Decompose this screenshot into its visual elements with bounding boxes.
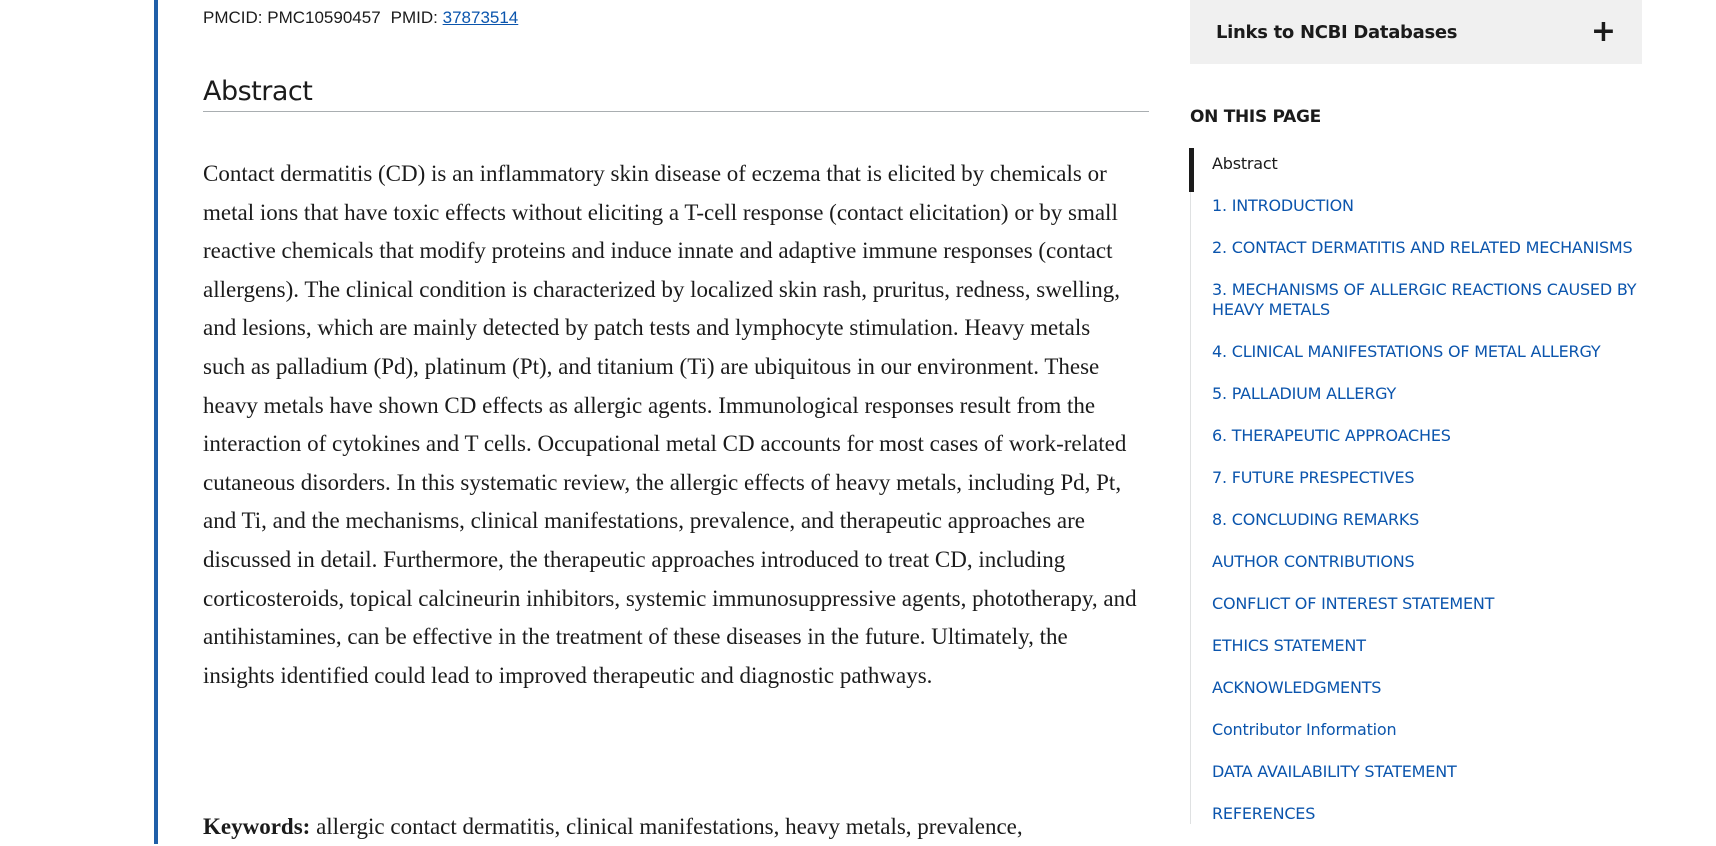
plus-icon[interactable]: + [1590,14,1616,49]
toc-item-clinical-manifestations[interactable]: 4. CLINICAL MANIFESTATIONS OF METAL ALLERGY [1212,342,1601,361]
ncbi-databases-accordion[interactable] [1190,0,1642,64]
pmcid-value: PMC10590457 [267,8,381,27]
toc-item-contributor-information[interactable]: Contributor Information [1212,720,1397,739]
article-identifiers [203,8,518,28]
toc-item-data-availability[interactable]: DATA AVAILABILITY STATEMENT [1212,762,1457,781]
abstract-text: Contact dermatitis (CD) is an inflammatory skin disease of eczema that is elicited by chemicals or metal ions that have toxic effects without eliciting a T-cell response (contact elicitation) or by small reactive chemicals that modify proteins and induce innate and adaptive immune responses (contact allergens). The clinical condition is characterized by localized skin rash, pruritus, redness, swelling, and lesions, which are mainly detected by patch tests and lymphocyte stimulation. Heavy metals such as palladium (Pd), platinum (Pt), and titanium (Ti) are ubiquitous in our environment. These heavy metals have shown CD effects as allergic agents. Immunological responses result from the interaction of cytokines and T cells. Occupational metal CD accounts for most cases of work-related cutaneous disorders. In this systematic review, the allergic effects of heavy metals, including Pd, Pt, and Ti, and the mechanisms, clinical manifestations, prevalence, and therapeutic approaches are discussed in detail. Furthermore, the therapeutic approaches introduced to treat CD, including corticosteroids, topical calcineurin inhibitors, systemic immunosuppressive agents, phototherapy, and antihistamines, can be effective in the treatment of these diseases in the future. Ultimately, the insights identified could lead to improved therapeutic and diagnostic pathways. [203,161,1137,688]
toc-item-acknowledgments[interactable]: ACKNOWLEDGMENTS [1212,678,1382,697]
toc-item-author-contributions[interactable]: AUTHOR CONTRIBUTIONS [1212,552,1415,571]
toc-item-therapeutic-approaches[interactable]: 6. THERAPEUTIC APPROACHES [1212,426,1451,445]
on-this-page-heading: ON THIS PAGE [1190,107,1321,127]
keywords-label: Keywords: [203,814,311,839]
toc-item-palladium-allergy[interactable]: 5. PALLADIUM ALLERGY [1212,384,1397,403]
pmid-link[interactable]: 37873514 [442,8,519,27]
toc-item-abstract[interactable]: Abstract [1191,154,1643,174]
toc-item-conflict-of-interest[interactable]: CONFLICT OF INTEREST STATEMENT [1212,594,1495,613]
toc-item-future-prespectives[interactable]: 7. FUTURE PRESPECTIVES [1212,468,1415,487]
toc-item-contact-dermatitis[interactable]: 2. CONTACT DERMATITIS AND RELATED MECHANISMS [1212,238,1633,257]
abstract-heading: Abstract [203,76,1149,112]
toc-item-ethics-statement[interactable]: ETHICS STATEMENT [1212,636,1366,655]
pmcid-label: PMCID: [203,8,263,27]
keywords-value: allergic contact dermatitis, clinical manifestations, heavy metals, prevalence, [316,814,1023,839]
toc-item-mechanisms-allergic-reactions[interactable]: 3. MECHANISMS OF ALLERGIC REACTIONS CAUSED BY HEAVY METALS [1212,280,1637,319]
ncbi-databases-label: Links to NCBI Databases [1216,21,1458,43]
article-left-accent-rule [154,0,158,844]
toc-item-concluding-remarks[interactable]: 8. CONCLUDING REMARKS [1212,510,1420,529]
keywords [203,808,1138,846]
toc-item-references[interactable]: REFERENCES [1212,804,1316,823]
table-of-contents [1190,150,1643,824]
pmid-label: PMID: [390,8,438,27]
toc-item-introduction[interactable]: 1. INTRODUCTION [1212,196,1354,215]
